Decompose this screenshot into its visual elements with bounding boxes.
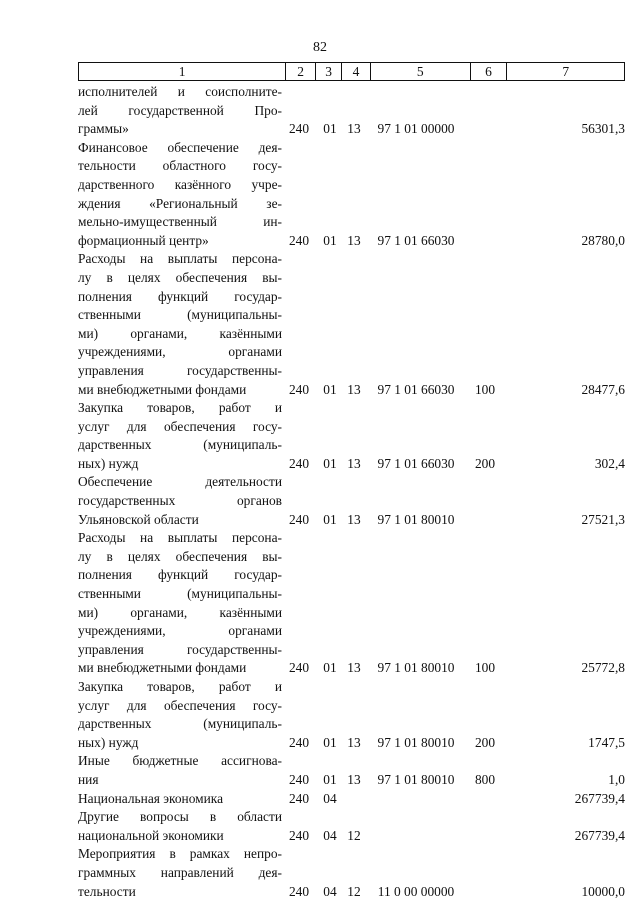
row-description xyxy=(78,529,282,678)
row-cell-c7: 27521,3 xyxy=(581,511,625,527)
description-line: формационный центр» xyxy=(78,232,209,248)
row-cell-c7: 56301,3 xyxy=(581,121,625,137)
row-cell-c4: 13 xyxy=(347,455,361,471)
row-cell-c7: 25772,8 xyxy=(581,660,625,676)
row-cell-c5: 97 1 01 80010 xyxy=(377,734,455,750)
row-cell-c3: 01 xyxy=(323,660,337,676)
row-cell-c5: 97 1 01 66030 xyxy=(377,455,455,471)
row-description xyxy=(78,752,282,789)
description-line: услуг для обеспечения госу- xyxy=(78,418,282,434)
description-line: Расходы на выплаты персона- xyxy=(78,530,282,546)
row-cell-c6: 800 xyxy=(474,771,496,787)
description-line: Национальная экономика xyxy=(78,790,224,806)
description-line: тельности областного госу- xyxy=(78,158,282,174)
description-line: ми) органами, казёнными xyxy=(78,325,282,341)
row-cell-c3: 04 xyxy=(323,883,337,899)
description-line: ния xyxy=(78,771,99,787)
description-line: дарственного казённого учре- xyxy=(78,176,282,192)
description-line: ственными (муниципальны- xyxy=(78,586,282,602)
row-cell-c7: 28477,6 xyxy=(581,381,625,397)
header-col-7: 7 xyxy=(562,64,570,79)
row-cell-c6: 100 xyxy=(474,660,496,676)
row-cell-c3: 01 xyxy=(323,455,337,471)
row-cell-c2: 240 xyxy=(288,511,310,527)
table-body xyxy=(78,83,625,901)
description-line: ми) органами, казёнными xyxy=(78,604,282,620)
row-description xyxy=(78,790,282,809)
description-line: Расходы на выплаты персона- xyxy=(78,251,282,267)
row-cell-c2: 240 xyxy=(288,790,310,806)
row-cell-c2: 240 xyxy=(288,827,310,843)
description-line: услуг для обеспечения госу- xyxy=(78,697,282,713)
row-cell-c3: 01 xyxy=(323,121,337,137)
table-row xyxy=(78,752,625,789)
row-cell-c2: 240 xyxy=(288,381,310,397)
row-cell-c4: 13 xyxy=(347,381,361,397)
row-cell-c7: 267739,4 xyxy=(574,827,625,843)
description-line: ми внебюджетными фондами xyxy=(78,381,247,397)
row-cell-c2: 240 xyxy=(288,660,310,676)
table-row xyxy=(78,473,625,529)
description-line: ми внебюджетными фондами xyxy=(78,660,247,676)
table-row xyxy=(78,139,625,251)
description-line: Закупка товаров, работ и xyxy=(78,400,282,416)
table-row xyxy=(78,678,625,752)
row-cell-c4: 13 xyxy=(347,511,361,527)
table-header xyxy=(78,62,625,81)
row-cell-c3: 01 xyxy=(323,381,337,397)
row-cell-c3: 01 xyxy=(323,734,337,750)
row-cell-c3: 01 xyxy=(323,511,337,527)
header-col-1: 1 xyxy=(79,63,286,80)
header-col-5: 5 xyxy=(371,63,471,80)
row-cell-c3: 04 xyxy=(323,827,337,843)
row-description xyxy=(78,473,282,529)
description-line: лу в целях обеспечения вы- xyxy=(78,269,282,285)
row-cell-c5: 97 1 01 80010 xyxy=(377,660,455,676)
row-cell-c3: 01 xyxy=(323,771,337,787)
description-line: мельно-имущественный ин- xyxy=(78,214,282,230)
row-cell-c4: 13 xyxy=(347,121,361,137)
row-cell-c2: 240 xyxy=(288,771,310,787)
table-row xyxy=(78,399,625,473)
description-line: национальной экономики xyxy=(78,827,224,843)
row-description xyxy=(78,845,282,901)
description-line: ных) нужд xyxy=(78,455,139,471)
row-cell-c2: 240 xyxy=(288,734,310,750)
header-col-6: 6 xyxy=(471,63,508,80)
row-description xyxy=(78,808,282,845)
row-cell-c2: 240 xyxy=(288,121,310,137)
row-cell-c7: 302,4 xyxy=(594,455,625,471)
description-line: дарственных (муниципаль- xyxy=(78,437,282,453)
description-line: государственных органов xyxy=(78,493,282,509)
row-cell-c5: 97 1 01 00000 xyxy=(377,121,455,137)
row-cell-c7: 28780,0 xyxy=(581,232,625,248)
row-cell-c4: 13 xyxy=(347,232,361,248)
description-line: ственными (муниципальны- xyxy=(78,307,282,323)
row-cell-c2: 240 xyxy=(288,455,310,471)
row-description xyxy=(78,139,282,251)
row-cell-c7: 267739,4 xyxy=(574,790,625,806)
row-cell-c4: 12 xyxy=(347,883,361,899)
row-cell-c5: 97 1 01 80010 xyxy=(377,511,455,527)
row-cell-c2: 240 xyxy=(288,883,310,899)
table-row xyxy=(78,250,625,399)
description-line: ждения «Региональный зе- xyxy=(78,195,282,211)
description-line: Обеспечение деятельности xyxy=(78,474,282,490)
description-line: граммных направлений дея- xyxy=(78,864,282,880)
header-col-3: 3 xyxy=(316,63,342,80)
description-line: учреждениями, органами xyxy=(78,623,282,639)
description-line: управления государственны- xyxy=(78,362,282,378)
table-row xyxy=(78,790,625,809)
description-line: Ульяновской области xyxy=(78,511,199,527)
table-row xyxy=(78,529,625,678)
row-cell-c7: 10000,0 xyxy=(581,883,625,899)
row-cell-c4: 13 xyxy=(347,771,361,787)
row-cell-c6: 100 xyxy=(474,381,496,397)
row-description xyxy=(78,678,282,752)
description-line: Иные бюджетные ассигнова- xyxy=(78,753,282,769)
row-cell-c5: 97 1 01 66030 xyxy=(377,232,455,248)
description-line: управления государственны- xyxy=(78,641,282,657)
header-col-2: 2 xyxy=(286,63,316,80)
description-line: лу в целях обеспечения вы- xyxy=(78,548,282,564)
row-cell-c5: 97 1 01 66030 xyxy=(377,381,455,397)
row-cell-c4: 12 xyxy=(347,827,361,843)
description-line: дарственных (муниципаль- xyxy=(78,716,282,732)
description-line: Закупка товаров, работ и xyxy=(78,679,282,694)
description-line: Другие вопросы в области xyxy=(78,809,282,825)
row-cell-c4: 13 xyxy=(347,734,361,750)
row-cell-c7: 1747,5 xyxy=(588,734,625,750)
description-line: полнения функций государ- xyxy=(78,567,282,583)
row-cell-c6: 200 xyxy=(474,455,496,471)
description-line: Финансовое обеспечение дея- xyxy=(78,139,282,155)
page-number: 82 xyxy=(313,40,327,55)
row-description xyxy=(78,399,282,473)
row-cell-c3: 04 xyxy=(323,790,337,806)
row-cell-c3: 01 xyxy=(323,232,337,248)
description-line: полнения функций государ- xyxy=(78,288,282,304)
table-row xyxy=(78,808,625,845)
row-cell-c5: 11 0 00 00000 xyxy=(377,883,455,899)
description-line: лей государственной Про- xyxy=(78,102,282,118)
description-line: исполнителей и соисполните- xyxy=(78,84,282,99)
row-cell-c5: 97 1 01 80010 xyxy=(377,771,455,787)
description-line: тельности xyxy=(78,883,136,899)
row-description xyxy=(78,83,282,139)
header-col-4: 4 xyxy=(342,63,371,80)
description-line: Мероприятия в рамках непро- xyxy=(78,846,282,862)
table-row xyxy=(78,83,625,139)
row-cell-c4: 13 xyxy=(347,660,361,676)
row-cell-c2: 240 xyxy=(288,232,310,248)
row-cell-c6: 200 xyxy=(474,734,496,750)
row-description xyxy=(78,250,282,399)
row-cell-c7: 1,0 xyxy=(608,771,625,787)
description-line: учреждениями, органами xyxy=(78,344,282,360)
description-line: граммы» xyxy=(78,121,129,137)
description-line: ных) нужд xyxy=(78,734,139,750)
table-row xyxy=(78,845,625,901)
